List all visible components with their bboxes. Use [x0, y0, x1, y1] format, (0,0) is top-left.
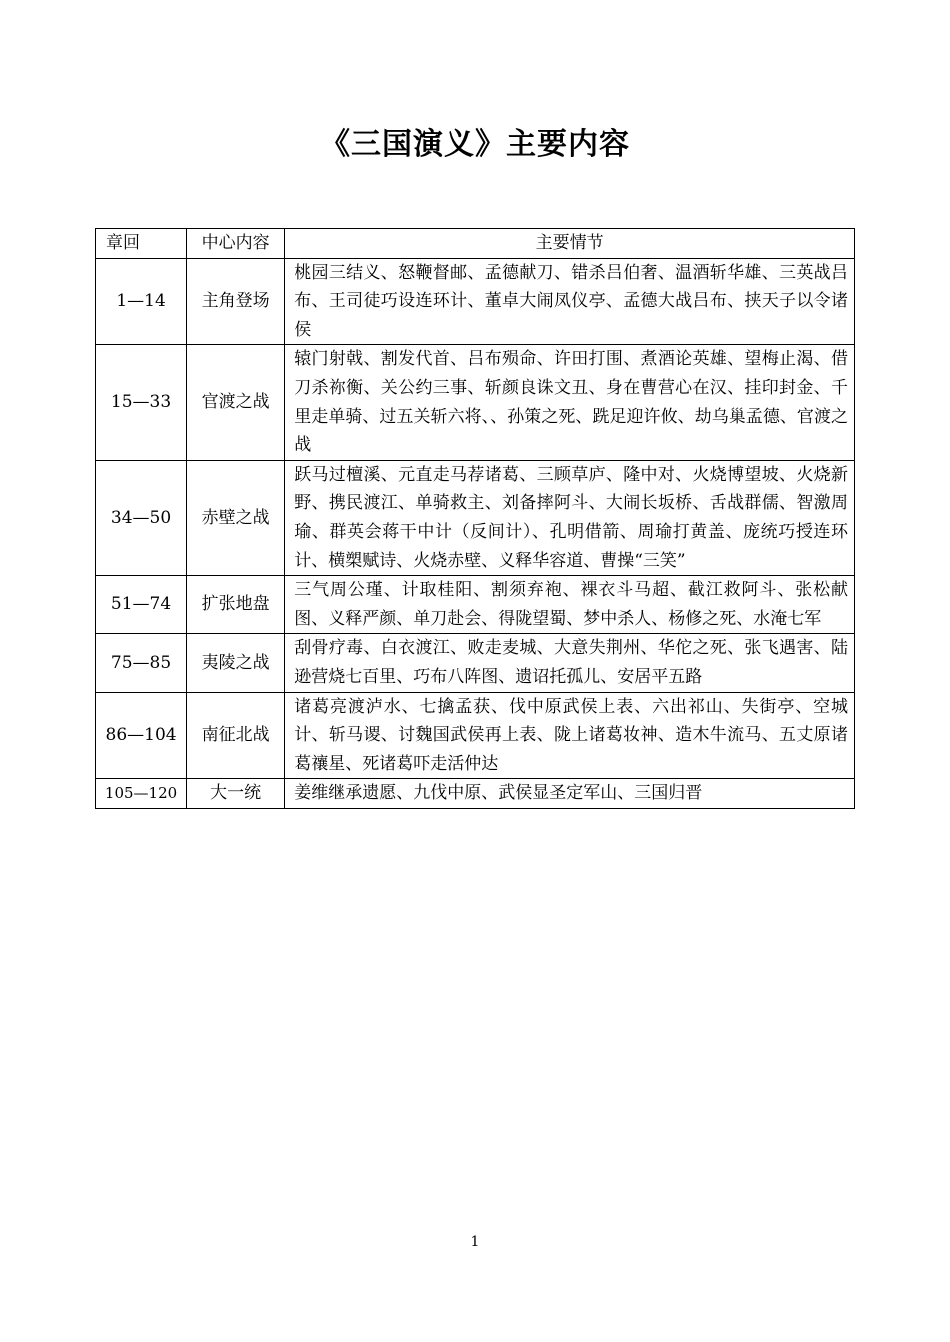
chapter-range: 34—50: [96, 460, 187, 575]
main-plot: 跃马过檀溪、元直走马荐诸葛、三顾草庐、隆中对、火烧博望坡、火烧新野、携民渡江、单骑救主、刘备摔阿斗、大闹长坂桥、舌战群儒、智激周瑜、群英会蒋干中计（反间计）、孔明借箭、周瑜打黄盖、庞统巧授连环计、横槊赋诗、火烧赤壁、义释华容道、曹操“三笑”: [285, 460, 855, 575]
center-content: 主角登场: [187, 258, 285, 345]
content-table: [95, 228, 855, 809]
main-plot: 刮骨疗毒、白衣渡江、败走麦城、大意失荆州、华佗之死、张飞遇害、陆逊营烧七百里、巧布八阵图、遗诏托孤儿、安居平五路: [285, 634, 855, 692]
table-row: [96, 345, 855, 460]
chapter-range: 105—120: [96, 779, 187, 809]
table-row: [96, 576, 855, 634]
document-title: 《三国演义》主要内容: [320, 127, 630, 162]
center-content: 大一统: [187, 779, 285, 809]
header-center-content: 中心内容: [187, 229, 285, 259]
table-row: [96, 692, 855, 779]
center-content: 扩张地盘: [187, 576, 285, 634]
chapter-range: 75—85: [96, 634, 187, 692]
chapter-range: 86—104: [96, 692, 187, 779]
table-row: [96, 258, 855, 345]
main-plot: 姜维继承遗愿、九伐中原、武侯显圣定军山、三国归晋: [285, 779, 855, 809]
main-plot: 诸葛亮渡泸水、七擒孟获、伐中原武侯上表、六出祁山、失街亭、空城计、斩马谡、讨魏国武侯再上表、陇上诸葛妆神、造木牛流马、五丈原诸葛禳星、死诸葛吓走活仲达: [285, 692, 855, 779]
table-row: [96, 779, 855, 809]
header-chapter: 章回: [96, 229, 187, 259]
table-header-row: [96, 229, 855, 259]
center-content: 夷陵之战: [187, 634, 285, 692]
main-plot: 辕门射戟、割发代首、吕布殒命、许田打围、煮酒论英雄、望梅止渴、借刀杀祢衡、关公约三事、斩颜良诛文丑、身在曹营心在汉、挂印封金、千里走单骑、过五关斩六将、、孙策之死、跣足迎许攸、劫乌巢孟德、官渡之战: [285, 345, 855, 460]
header-main-plot: 主要情节: [285, 229, 855, 259]
center-content: 赤壁之战: [187, 460, 285, 575]
main-plot: 桃园三结义、怒鞭督邮、孟德献刀、错杀吕伯奢、温酒斩华雄、三英战吕布、王司徒巧设连环计、董卓大闹凤仪亭、孟德大战吕布、挟天子以令诸侯: [285, 258, 855, 345]
center-content: 官渡之战: [187, 345, 285, 460]
chapter-range: 51—74: [96, 576, 187, 634]
center-content: 南征北战: [187, 692, 285, 779]
chapter-range: 15—33: [96, 345, 187, 460]
table-row: [96, 634, 855, 692]
main-plot: 三气周公瑾、计取桂阳、割须弃袍、裸衣斗马超、截江救阿斗、张松献图、义释严颜、单刀赴会、得陇望蜀、梦中杀人、杨修之死、水淹七军: [285, 576, 855, 634]
chapter-range: 1—14: [96, 258, 187, 345]
page-number: 1: [470, 1234, 480, 1250]
table-row: [96, 460, 855, 575]
